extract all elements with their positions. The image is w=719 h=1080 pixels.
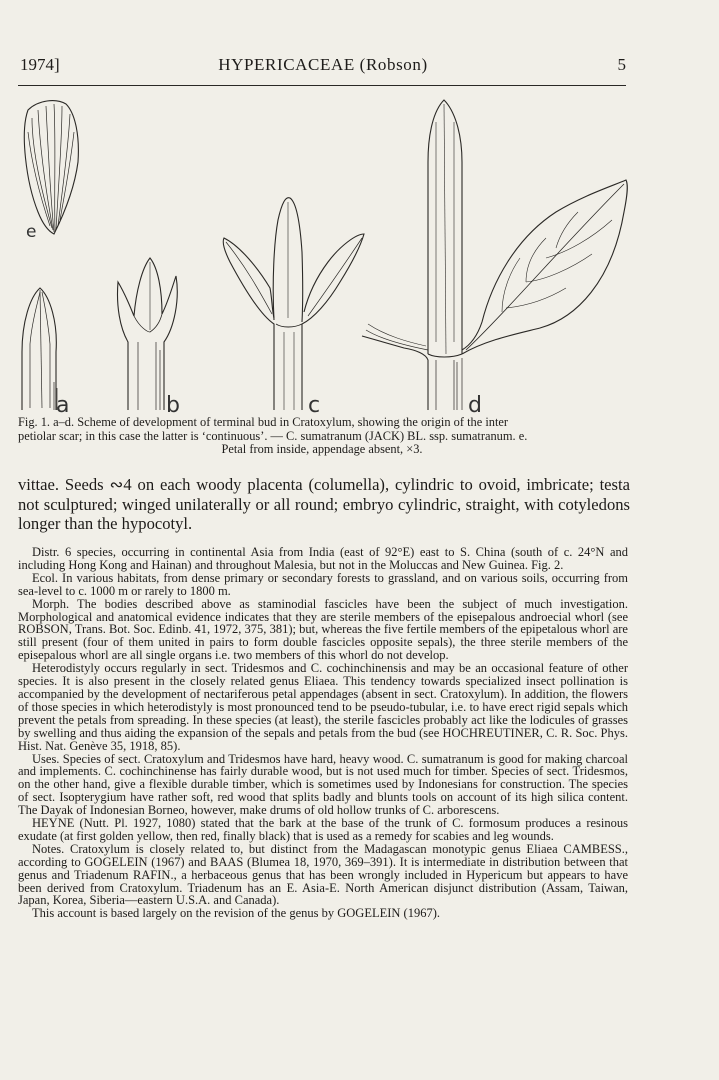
petal-drawing-e — [24, 101, 78, 234]
paragraph-morphology: Morph. The bodies described above as staminodial fascicles have been the subject of much investigation. Morphological and anatomical evidence indicates that they are sterile members of the episepalous androecial whorl (see ROBSON, Trans. Bot. Soc. Edinb. 41, 1972, 375, 381); but, whereas the five fertile members of the epipetalous whorl are still present (four of them united in pairs to form double fascicles opposite sepals), the three sterile members of the episepalous whorl are all single organs i.e. two members of this whorl do not develop. — [18, 596, 628, 663]
paragraph-distribution: Distr. 6 species, occurring in continental Asia from India (east of 92°E) east to S. China (south of c. 24°N and including Hong Kong and Hainan) and throughout Malesia, but not in the Moluccas and New Guinea. Fig. 2. — [18, 545, 628, 572]
figure-caption — [18, 416, 626, 457]
paragraph-notes: Notes. Cratoxylum is closely related to, but distinct from the Madagascan monotypic genus Eliaea CAMBESS., according to GOGELEIN (1967) and BAAS (Blumea 18, 1970, 369–391). It is intermediate in distribution between that genus and Triadenum RAFIN., a herbaceous genus that has been wrongly included in Hypericum but appears to have been derived from Cratoxylum. Triadenum has an E. Asia-E. North American disjunct distribution (Assam, Taiwan, Japan, Korea, Siberia—eastern U.S.A. and Canada). — [18, 841, 628, 908]
label-c: c — [308, 393, 321, 414]
paragraph-heterodistyly: Heterodistyly occurs regularly in sect. Tridesmos and C. cochinchinensis and may be an occasional feature of other species. It is also present in the closely related genus Eliaea. This tendency towards specialized insect pollination is accompanied by the development of nectariferous petal appendages (absent in sect. Cratoxylum). In addition, the flowers of those species in which heterodistyly is most pronounced tend to be pseudo-tubular, i.e. to have erect rigid sepals which prevent the petals from spreading. In these species (at least), the sterile fascicles probably act like the lodicules of grasses by swelling and thus aiding the expansion of the sepals and petals from the bud (see HOCHREUTINER, C. R. Soc. Phys. Hist. Nat. Genève 35, 1918, 85). — [18, 661, 628, 753]
shoot-drawing-c — [223, 198, 364, 410]
seed-description: vittae. Seeds ∾4 on each woody placenta (columella), cylindric to ovoid, imbricate; testa not sculptured; winged unilaterally or all round; embryo cylindric, straight, with cotyledons longer than the hypocotyl. — [18, 475, 630, 534]
label-e: e — [26, 222, 37, 242]
label-b: b — [166, 393, 180, 414]
figure-1-illustration — [16, 92, 632, 414]
shoot-drawing-d — [362, 100, 627, 410]
header-rule — [18, 85, 626, 86]
running-header — [20, 55, 626, 79]
label-a: a — [56, 393, 70, 414]
caption-line-3: Petal from inside, appendage absent, ×3. — [221, 442, 423, 457]
caption-line-2: petiolar scar; in this case the latter is ‘continuous’. — C. sumatranum (JACK) BL. ssp. sumatranum. e. — [18, 428, 528, 443]
bud-drawing-a — [22, 288, 57, 410]
body-text — [18, 546, 628, 920]
paragraph-heyne: HEYNE (Nutt. Pl. 1927, 1080) stated that the bark at the base of the trunk of C. formosum produces a resinous exudate (at first golden yellow, then red, finally black) that is used as a remedy for scabies and leg wounds. — [18, 816, 628, 843]
volume-year: 1974] — [20, 55, 60, 74]
label-d: d — [468, 393, 482, 414]
caption-line-1: Fig. 1. a–d. Scheme of development of terminal bud in Cratoxylum, showing the origin of the inter — [18, 415, 509, 429]
bud-drawing-b — [117, 258, 177, 410]
running-title: HYPERICACEAE (Robson) — [218, 55, 428, 74]
paragraph-uses: Uses. Species of sect. Cratoxylum and Tridesmos have hard, heavy wood. C. sumatranum is good for making charcoal and implements. C. cochinchinense has fairly durable wood, but is not used much for timber. Species of sect. Tridesmos, on the other hand, give a flexible durable timber, which is sometimes used by Indonesians for construction. The species of sect. Isopterygium have rather soft, red wood that splits badly and blunts tools on account of its high silica content. The Dayak of Indonesian Borneo, however, make drums of old hollow trunks of C. arborescens. — [18, 751, 628, 818]
paragraph-account: This account is based largely on the revision of the genus by GOGELEIN (1967). — [32, 906, 441, 921]
page-number: 5 — [617, 55, 626, 74]
paragraph-ecology: Ecol. In various habitats, from dense primary or secondary forests to grassland, and on various soils, occurring from sea-level to c. 1000 m or rarely to 1800 m. — [18, 570, 628, 598]
